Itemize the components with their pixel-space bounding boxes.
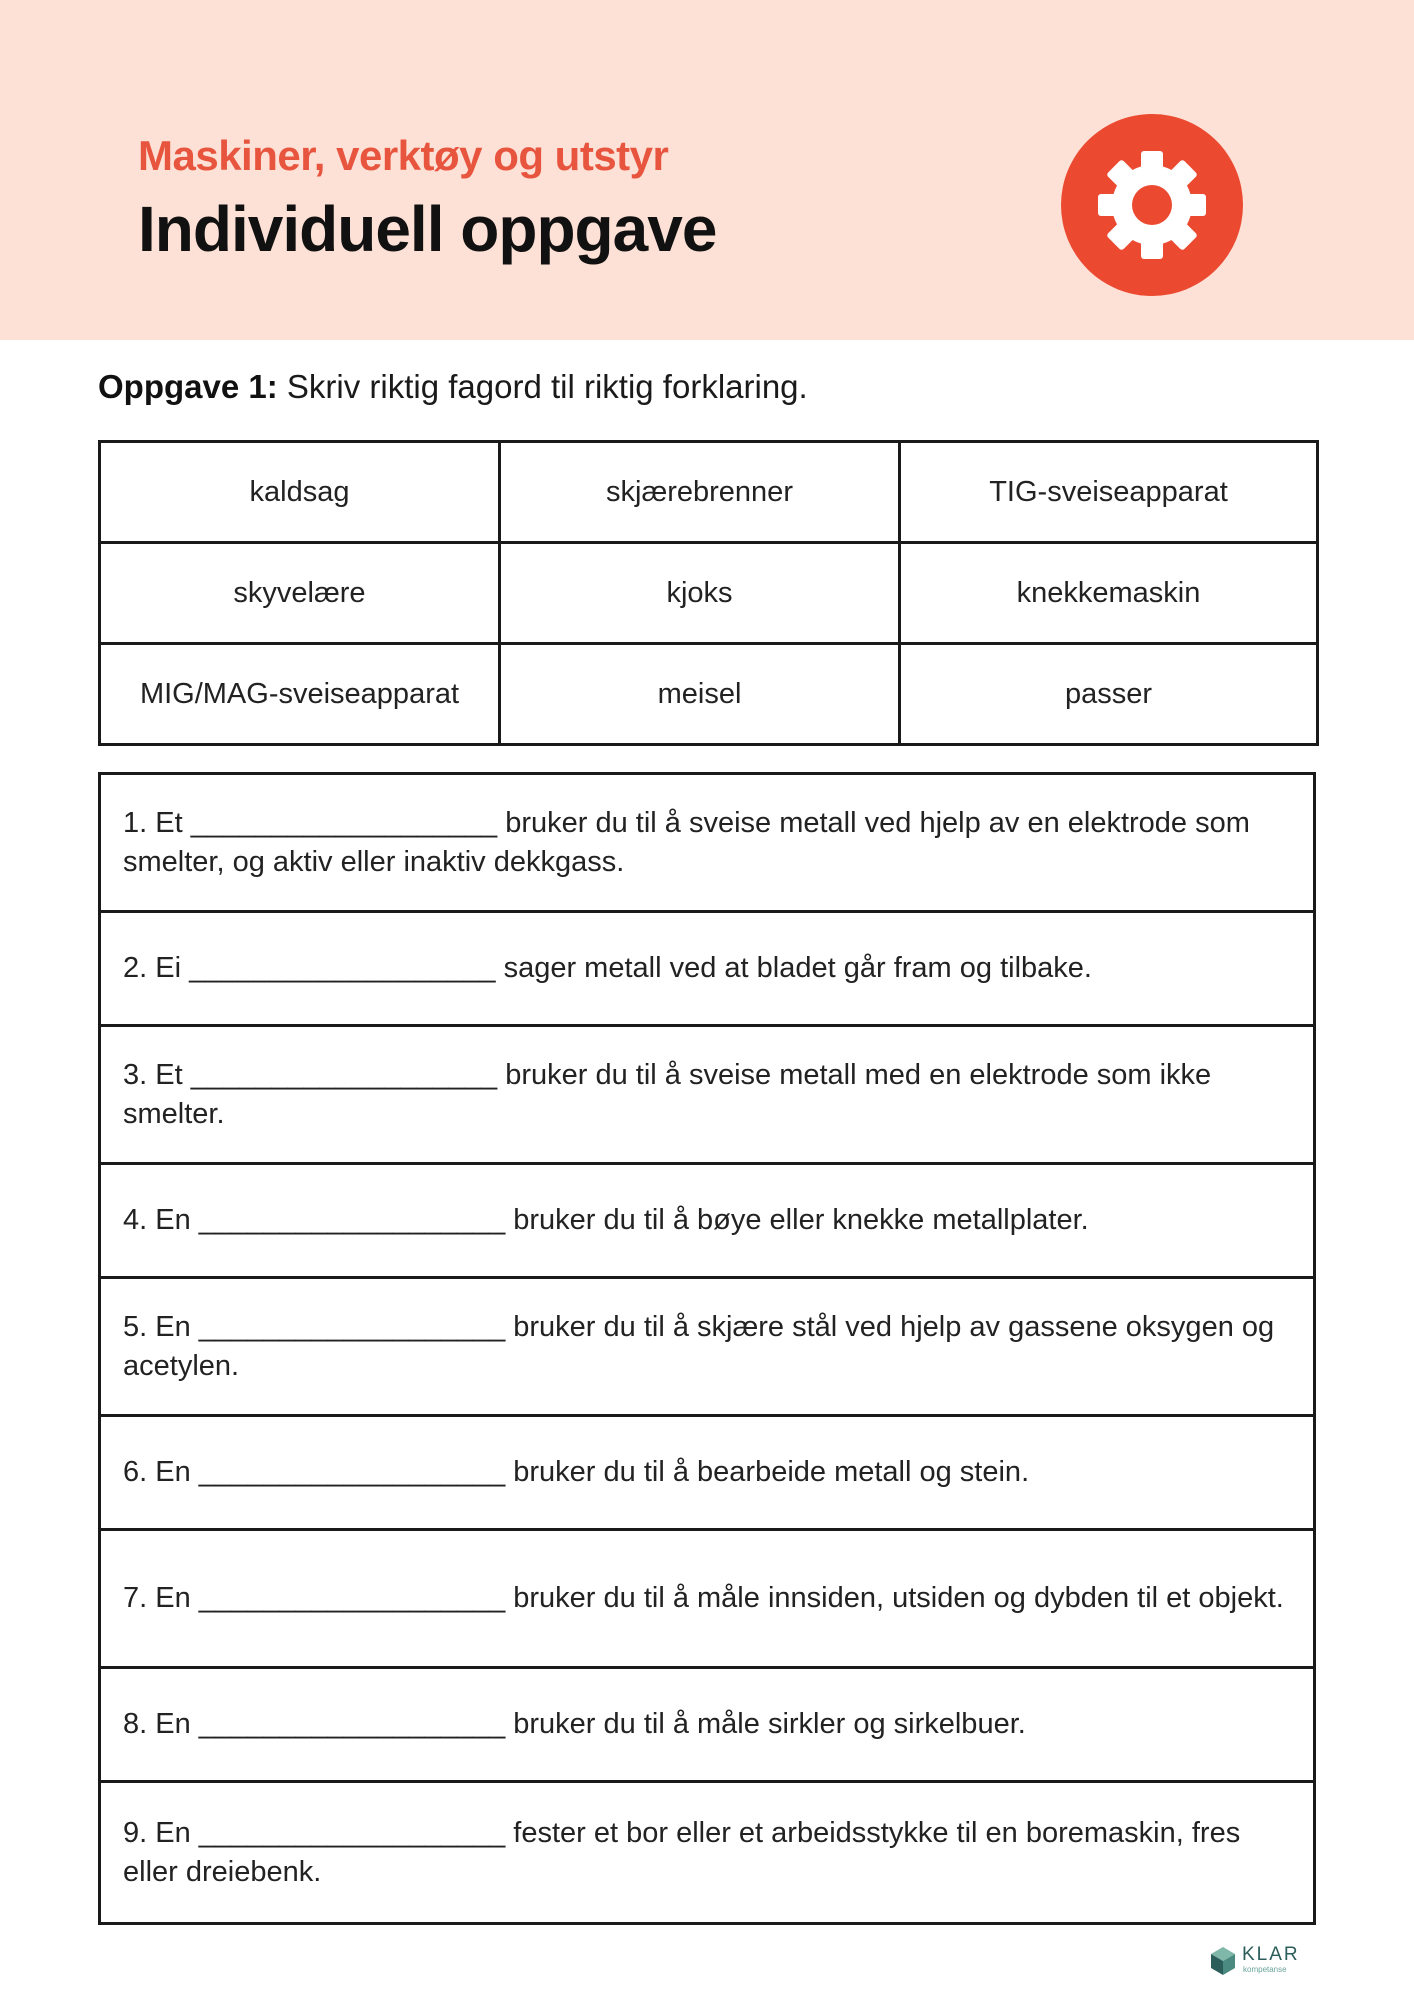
task-text: 3. Et ___________________ bruker du til å sveise metall med en elektrode som ikke smelter. xyxy=(123,1058,1212,1130)
header-banner xyxy=(0,0,1414,340)
klar-logo xyxy=(1210,1944,1320,1980)
word-bank-cell: TIG-sveiseapparat xyxy=(900,442,1318,543)
logo-subtext: kompetanse xyxy=(1243,1965,1287,1974)
worksheet-subtitle: Maskiner, verktøy og utstyr xyxy=(138,132,669,179)
gear-icon xyxy=(1061,114,1243,296)
word-bank-table xyxy=(98,440,1319,746)
word-bank-cell: passer xyxy=(900,644,1318,745)
task-item-4 xyxy=(101,1165,1313,1279)
task-text: 5. En ___________________ bruker du til å skjære stål ved hjelp av gassene oksygen og acetylen. xyxy=(123,1310,1275,1382)
task-item-2 xyxy=(101,913,1313,1027)
logo-text: KLAR xyxy=(1242,1944,1300,1965)
task-instruction xyxy=(98,368,808,406)
task-item-3 xyxy=(101,1027,1313,1165)
word-bank-cell: kjoks xyxy=(500,543,900,644)
klar-logo-icon xyxy=(1210,1946,1236,1976)
word-bank-cell: kaldsag xyxy=(100,442,500,543)
task-text: 7. En ___________________ bruker du til å måle innsiden, utsiden og dybden til et objekt. xyxy=(123,1582,1284,1614)
task-list xyxy=(98,772,1316,1925)
task-item-9 xyxy=(101,1783,1313,1922)
task-item-6 xyxy=(101,1417,1313,1531)
task-item-1 xyxy=(101,775,1313,913)
task-text: 2. Ei ___________________ sager metall ved at bladet går fram og tilbake. xyxy=(123,952,1092,984)
task-item-5 xyxy=(101,1279,1313,1417)
task-text: 8. En ___________________ bruker du til å måle sirkler og sirkelbuer. xyxy=(123,1708,1026,1740)
task-item-7 xyxy=(101,1531,1313,1669)
task-text: 1. Et ___________________ bruker du til å sveise metall ved hjelp av en elektrode som smelter, og aktiv eller inaktiv dekkgass. xyxy=(123,806,1250,878)
word-bank-cell: knekkemaskin xyxy=(900,543,1318,644)
worksheet-title: Individuell oppgave xyxy=(138,193,717,265)
word-bank-cell: MIG/MAG-sveiseapparat xyxy=(100,644,500,745)
word-bank-cell: skjærebrenner xyxy=(500,442,900,543)
word-bank-cell: skyvelære xyxy=(100,543,500,644)
task-text: 9. En ___________________ fester et bor eller et arbeidsstykke til en boremaskin, fres eller dreiebenk. xyxy=(123,1816,1241,1888)
task-text: 4. En ___________________ bruker du til å bøye eller knekke metallplater. xyxy=(123,1204,1089,1236)
task-text: 6. En ___________________ bruker du til å bearbeide metall og stein. xyxy=(123,1456,1030,1488)
task-label: Oppgave 1: xyxy=(98,368,278,405)
word-bank-cell: meisel xyxy=(500,644,900,745)
task-instruction-text: Skriv riktig fagord til riktig forklaring. xyxy=(277,368,808,405)
gear-badge xyxy=(1061,114,1243,296)
task-item-8 xyxy=(101,1669,1313,1783)
